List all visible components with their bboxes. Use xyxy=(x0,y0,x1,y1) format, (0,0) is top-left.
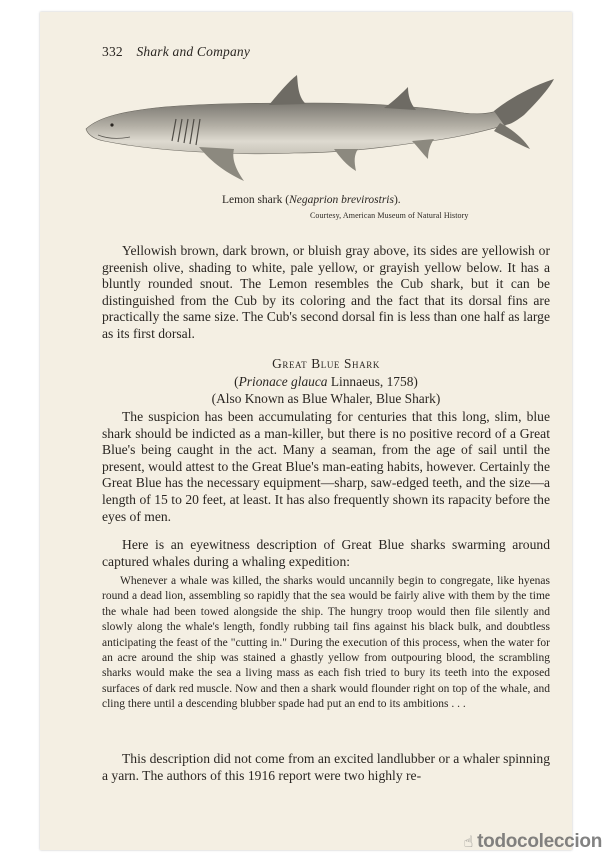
paragraph-description: This description did not come from an excited landlubber or a whaler spinning a yarn. The authors of this 1916 report were two highly re- xyxy=(102,751,550,783)
section-title: Great Blue Shark xyxy=(272,356,380,371)
figure-caption: Lemon shark (Negaprion brevirostris). xyxy=(222,194,401,206)
section-aka: (Also Known as Blue Whaler, Blue Shark) xyxy=(211,391,441,406)
paragraph-lemon: Yellowish brown, dark brown, or bluish gray above, its sides are yellowish or greenish olive, shading to white, pale yellow, or grayish yellow below. It has a bluntly rounded snout. The Lemon resembles the Cub shark, but it can be distinguished from the Cub by its coloring and the fact that its dorsal fins are practically the same size. The Cub's second dorsal fin is less than one half as large as its first dorsal. xyxy=(102,243,550,341)
hand-icon: ☝ xyxy=(463,834,474,851)
caption-latin-name: Negaprion brevirostris xyxy=(289,194,394,206)
section-latin: (Prionace glauca Linnaeus, 1758) xyxy=(234,373,418,389)
block-quote: Whenever a whale was killed, the sharks would uncannily begin to congregate, like hyenas round a dead lion, assembling so rapidly that the sea would be fairly alive with them by the time the whale had been towed alongside the ship. The hungry troop would then file silently and slowly along the whale's length, fondly rubbing tail fins against his black bulk, and doubtless anticipating the feast of the "cutting in." During the execution of this process, when the water for an acre around the ship was stained a ghastly yellow from outpouring blood, the scrambling sharks would make the sea a living mass as each fish tried to bury its teeth into the exposed surfaces of dark red muscle. Now and then a shark would flounder right on top of the whale, and cling there until a descending blubber spade had put an end to its ambitions . . . xyxy=(102,575,550,711)
figure-credit: Courtesy, American Museum of Natural History xyxy=(310,211,469,220)
shark-illustration xyxy=(84,67,554,197)
paragraph-suspicion: The suspicion has been accumulating for centuries that this long, slim, blue shark should be indicted as a man-killer, but there is no positive record of a Great Blue's being caught in the act. Many a seaman, from the age of sail until the present, would attest to the Great Blue's man-eating habits, however. Certainly the Great Blue has the necessary equipment—sharp, saw-edged teeth, and the size—a length of 15 to 20 feet, at least. It has also frequently shown its rapacity before the eyes of men. xyxy=(102,409,550,524)
section-heading xyxy=(102,355,550,408)
book-page xyxy=(40,12,572,850)
paragraph-eyewitness: Here is an eyewitness description of Great Blue sharks swarming around captured whales during a whaling expedition: xyxy=(102,537,550,569)
page-number: 332 xyxy=(102,44,123,59)
book-title: Shark and Company xyxy=(136,44,251,59)
watermark: ☝ todocoleccion xyxy=(463,831,602,852)
running-head xyxy=(102,44,250,60)
